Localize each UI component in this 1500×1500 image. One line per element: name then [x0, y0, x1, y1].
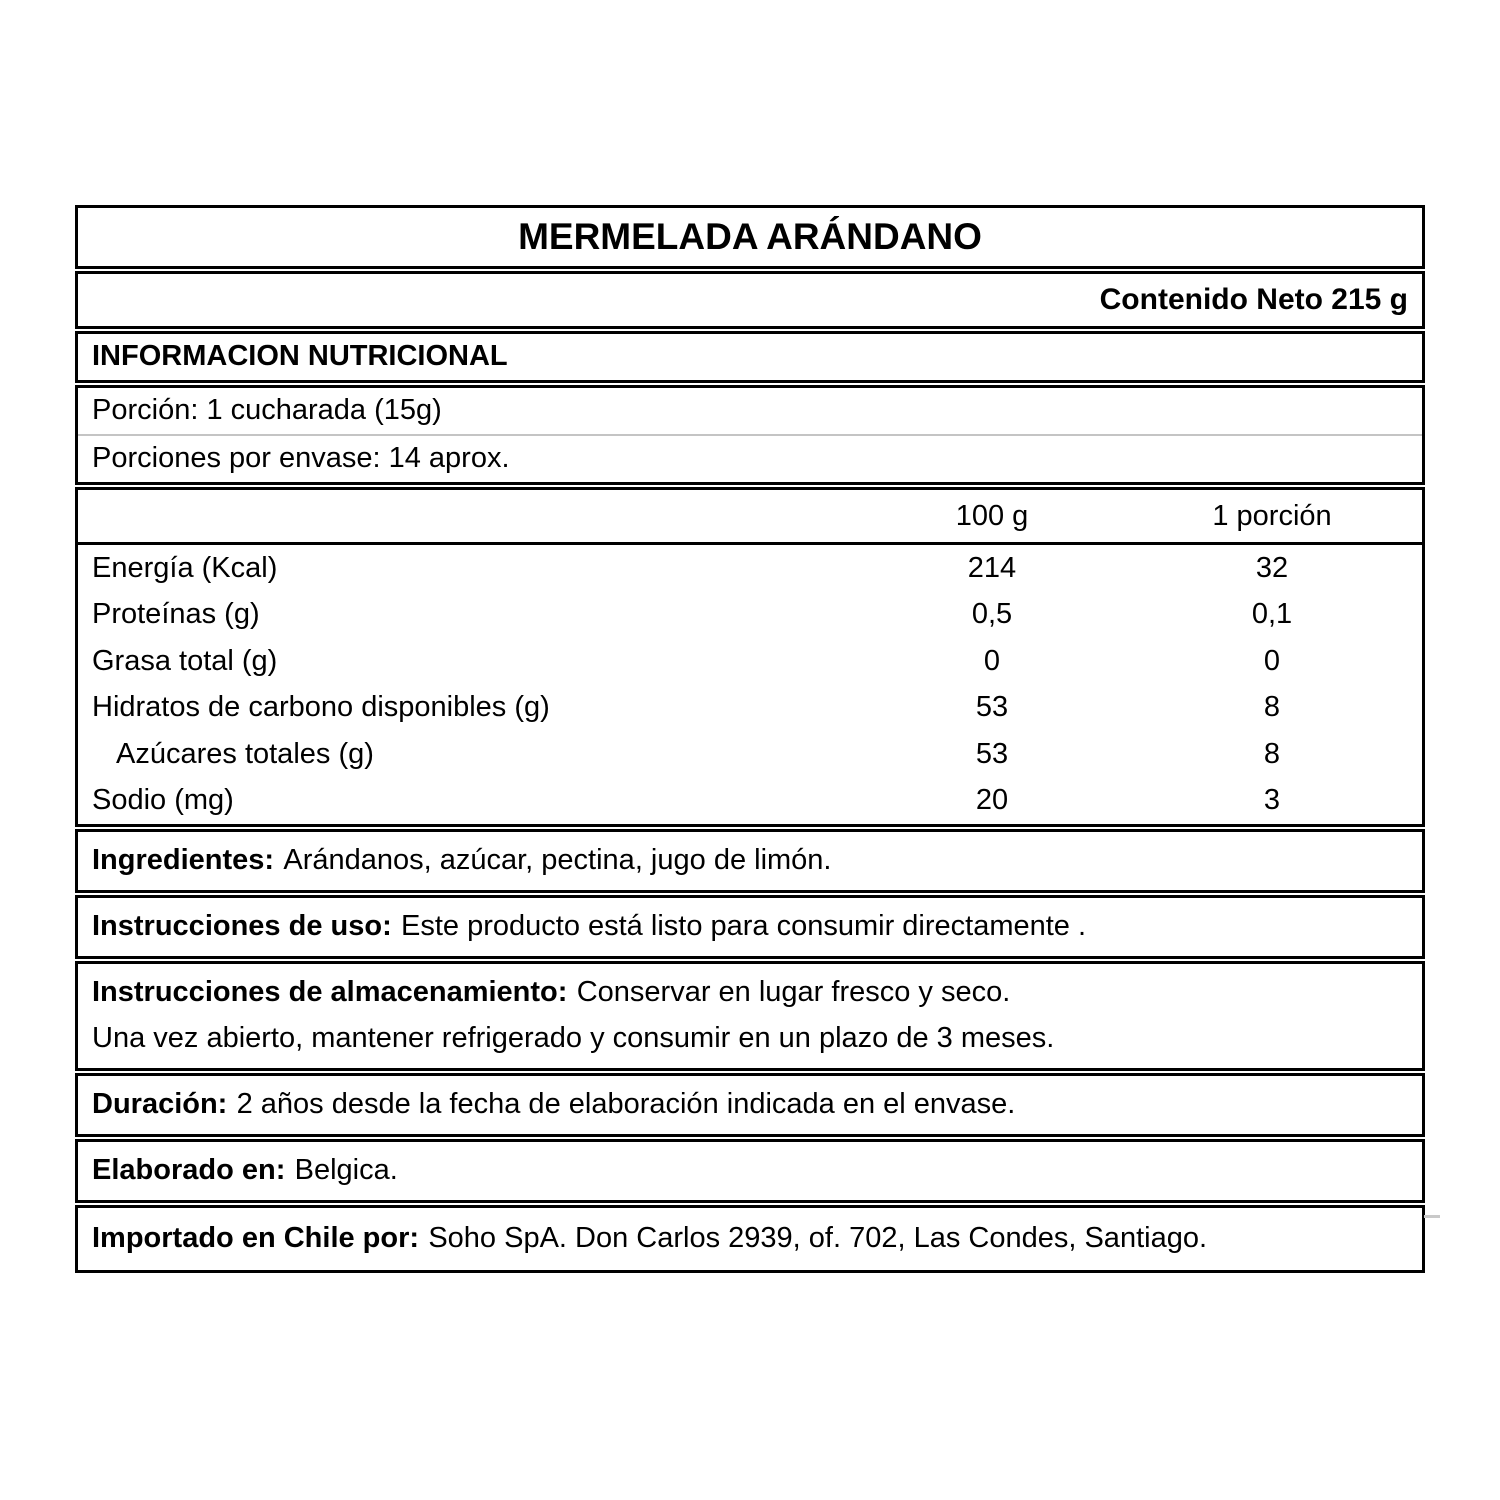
portion-text: Porción: 1 cucharada (15g): [92, 394, 442, 427]
usage-label: Instrucciones de uso:: [92, 910, 392, 943]
ingredients-text: [78, 844, 1422, 877]
nutrient-per-100g: 0,5: [971, 598, 1013, 631]
duration-section: [75, 1073, 1425, 1137]
servings-per-container-text: Porciones por envase: 14 aprox.: [92, 442, 510, 475]
usage-instructions-section: [75, 895, 1425, 959]
serving-info-section: [75, 385, 1425, 485]
nutrition-facts-table: [75, 487, 1425, 827]
nutrient-per-portion: 8: [1263, 691, 1281, 724]
nutrient-name: Azúcares totales (g): [116, 737, 374, 770]
ingredients-section: [75, 829, 1425, 893]
servings-per-container-row: [78, 436, 1422, 482]
table-row-grasa-total: [78, 638, 1422, 685]
ingredients-label: Ingredientes:: [92, 844, 275, 877]
duration-label: Duración:: [92, 1088, 228, 1121]
table-row-energia: [78, 545, 1422, 592]
origin-label: Elaborado en:: [92, 1154, 286, 1187]
table-row-hidratos: [78, 685, 1422, 732]
storage-instructions-section: [75, 961, 1425, 1071]
usage-text: [78, 910, 1422, 943]
storage-label: Instrucciones de almacenamiento:: [92, 976, 568, 1009]
importer-text: [78, 1222, 1422, 1255]
nutrient-name: Hidratos de carbono disponibles (g): [92, 691, 550, 724]
nutrient-per-100g: 53: [975, 737, 1009, 770]
table-row-azucares: [78, 731, 1422, 778]
nutrient-per-portion: 8: [1263, 737, 1281, 770]
product-title: MERMELADA ARÁNDANO: [518, 215, 982, 257]
duration-text: [78, 1088, 1422, 1121]
origin-value: Belgica.: [294, 1154, 398, 1187]
nutrition-table-header: [78, 490, 1422, 545]
column-header-100g: 100 g: [955, 499, 1029, 532]
storage-text-line1: [78, 976, 1422, 1009]
nutrient-per-portion: 0: [1263, 644, 1281, 677]
portion-row: [78, 388, 1422, 434]
importer-value: Soho SpA. Don Carlos 2939, of. 702, Las Condes, Santiago.: [428, 1222, 1208, 1255]
nutrient-per-portion: 0,1: [1251, 598, 1293, 631]
nutrient-per-100g: 214: [967, 551, 1017, 584]
importer-label: Importado en Chile por:: [92, 1222, 420, 1255]
storage-text-line2: Una vez abierto, mantener refrigerado y consumir en un plazo de 3 meses.: [92, 1022, 1055, 1055]
nutrient-name: Proteínas (g): [92, 598, 260, 631]
origin-text: [78, 1154, 1422, 1187]
nutrient-per-100g: 53: [975, 691, 1009, 724]
storage-value: Conservar en lugar fresco y seco.: [576, 976, 1011, 1009]
net-content-row: [75, 271, 1425, 329]
nutrient-per-portion: 3: [1263, 784, 1281, 817]
ingredients-value: Arándanos, azúcar, pectina, jugo de limón.: [283, 844, 832, 877]
usage-value: Este producto está listo para consumir directamente .: [401, 910, 1087, 943]
column-header-1porcion: 1 porción: [1212, 499, 1332, 532]
nutrient-per-100g: 0: [983, 644, 1001, 677]
origin-section: [75, 1139, 1425, 1203]
net-content: Contenido Neto 215 g: [1099, 282, 1408, 316]
nutrition-info-header: INFORMACION NUTRICIONAL: [92, 340, 508, 373]
nutrient-name: Sodio (mg): [92, 784, 234, 817]
nutrient-name: Grasa total (g): [92, 644, 278, 677]
scan-artifact-mark: [1424, 1215, 1440, 1218]
nutrition-label: [75, 205, 1425, 1275]
nutrient-per-portion: 32: [1255, 551, 1289, 584]
table-row-sodio: [78, 778, 1422, 825]
importer-section: [75, 1205, 1425, 1273]
nutrient-per-100g: 20: [975, 784, 1009, 817]
table-row-proteinas: [78, 592, 1422, 639]
product-title-row: [75, 205, 1425, 269]
nutrient-name: Energía (Kcal): [92, 551, 278, 584]
nutrition-info-header-row: [75, 331, 1425, 383]
duration-value: 2 años desde la fecha de elaboración indicada en el envase.: [236, 1088, 1016, 1121]
